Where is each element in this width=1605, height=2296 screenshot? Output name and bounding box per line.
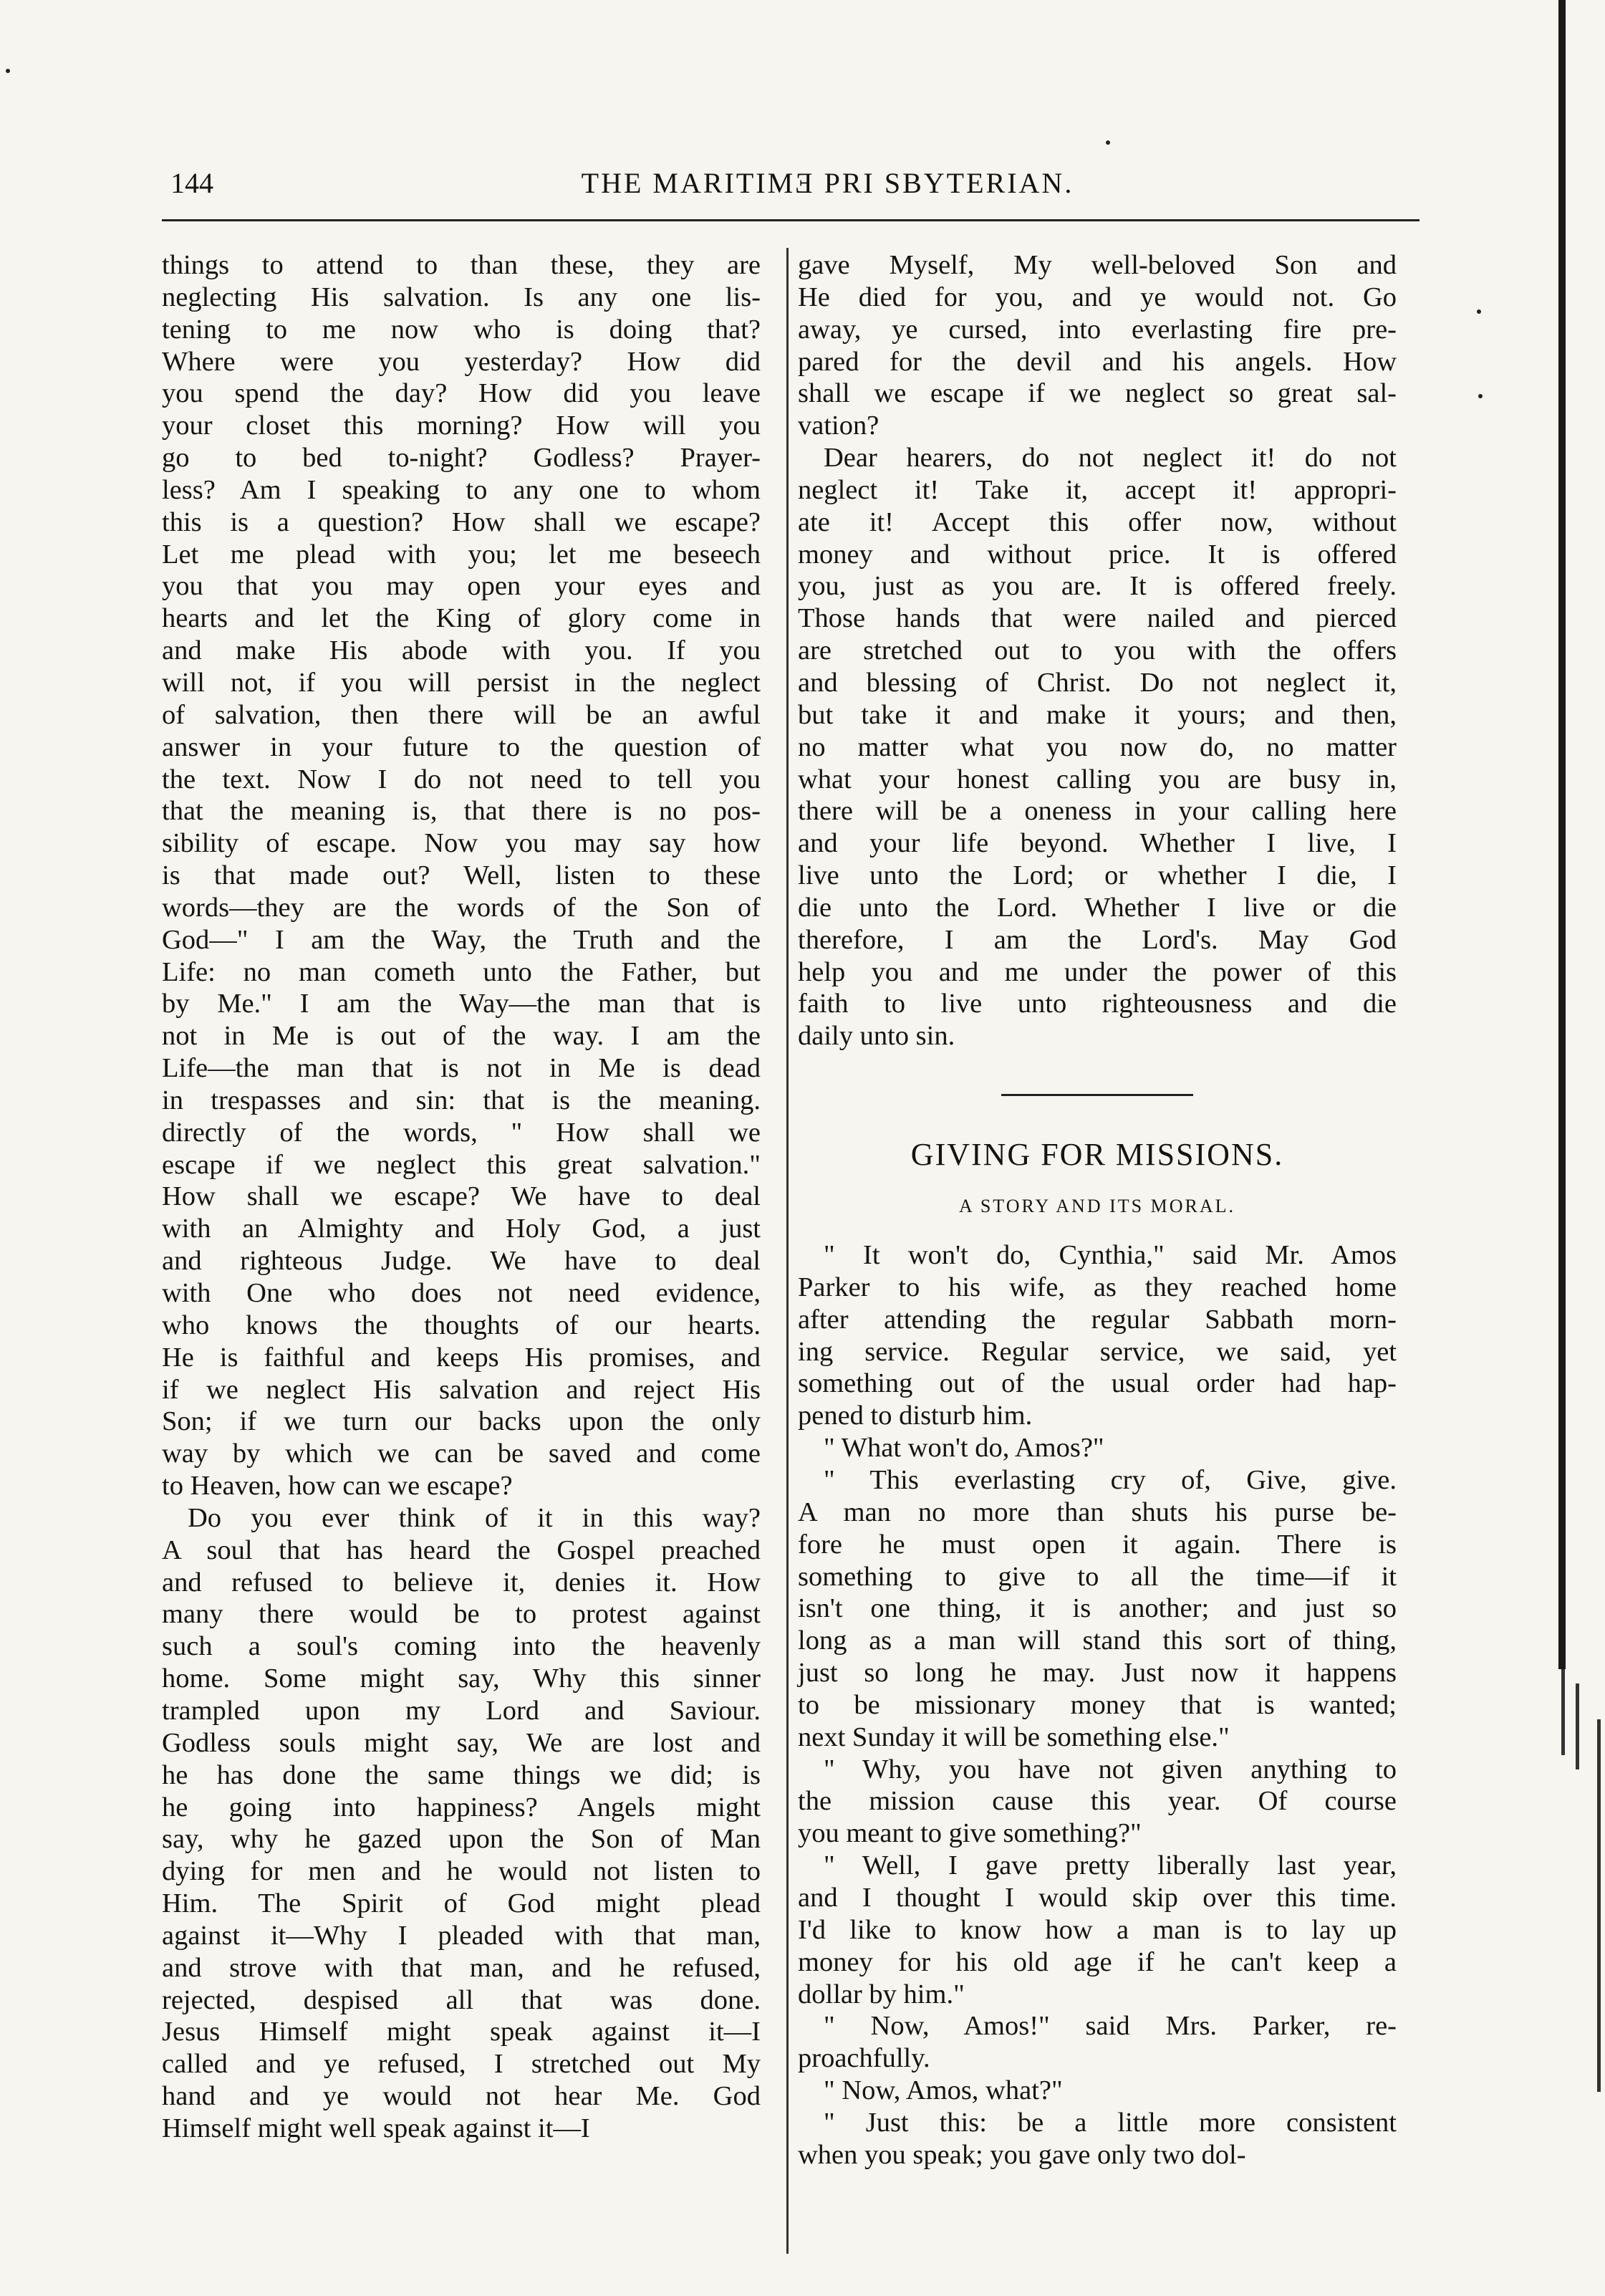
text-line: to be missionary money that is wanted; xyxy=(798,1689,1397,1720)
text-line: this is a question? How shall we escape? xyxy=(162,506,761,537)
scan-speck xyxy=(1477,309,1481,314)
text-line: you that you may open your eyes and xyxy=(162,571,761,602)
text-line: money for his old age if he can't keep a xyxy=(798,1946,1397,1977)
text-line: less? Am I speaking to any one to whom xyxy=(162,474,761,505)
scan-edge-mark xyxy=(1561,1669,1565,1755)
text-line: A man no more than shuts his purse be- xyxy=(798,1497,1397,1527)
text-line: " Just this: be a little more consistent xyxy=(824,2107,1397,2138)
text-line: just so long he may. Just now it happens xyxy=(798,1658,1397,1689)
text-line: called and ye refused, I stretched out My xyxy=(162,2049,761,2080)
text-line: words—they are the words of the Son of xyxy=(162,892,761,923)
text-line: neglect it! Take it, accept it! appropri- xyxy=(798,474,1397,505)
text-line: to Heaven, how can we escape? xyxy=(162,1471,513,1502)
text-line: something out of the usual order had hap- xyxy=(798,1368,1397,1399)
text-line: ing service. Regular service, we said, yet xyxy=(798,1336,1397,1367)
right-column-text-bottom xyxy=(798,1239,1397,2171)
text-line: hand and ye would not hear Me. God xyxy=(162,2081,761,2112)
text-line: Parker to his wife, as they reached home xyxy=(798,1272,1397,1302)
text-line: home. Some might say, Why this sinner xyxy=(162,1663,761,1694)
text-line: the text. Now I do not need to tell you xyxy=(162,764,761,794)
text-line: money and without price. It is offered xyxy=(798,539,1397,570)
text-line: " Why, you have not given anything to xyxy=(824,1754,1397,1785)
text-line: when you speak; you gave only two dol- xyxy=(798,2139,1246,2170)
text-line: of salvation, then there will be an awful xyxy=(162,699,761,730)
text-line: fore he must open it again. There is xyxy=(798,1529,1397,1560)
text-line: rejected, despised all that was done. xyxy=(162,1984,761,2015)
text-line: daily unto sin. xyxy=(798,1021,955,1052)
text-line: next Sunday it will be something else." xyxy=(798,1721,1230,1752)
scan-speck xyxy=(1478,394,1483,398)
text-line: such a soul's coming into the heavenly xyxy=(162,1631,761,1662)
scan-speck xyxy=(6,69,10,73)
text-line: no matter what you now do, no matter xyxy=(798,731,1397,762)
text-line: against it—Why I pleaded with that man, xyxy=(162,1920,761,1951)
text-line: " What won't do, Amos?" xyxy=(824,1433,1104,1464)
text-line: vation? xyxy=(798,410,879,441)
text-line: and I thought I would skip over this time. xyxy=(798,1882,1397,1913)
text-line: Him. The Spirit of God might plead xyxy=(162,1888,761,1919)
text-line: if we neglect His salvation and reject His xyxy=(162,1374,761,1405)
text-line: live unto the Lord; or whether I die, I xyxy=(798,860,1397,891)
text-line: answer in your future to the question of xyxy=(162,731,761,762)
right-column xyxy=(798,249,1397,2171)
article-title: GIVING FOR MISSIONS. xyxy=(910,1137,1284,1173)
article-separator-rule xyxy=(1001,1094,1193,1096)
text-line: with One who does not need evidence, xyxy=(162,1278,761,1308)
text-line: and refused to believe it, denies it. How xyxy=(162,1567,761,1598)
text-line: pened to disturb him. xyxy=(798,1401,1033,1431)
text-line: I'd like to know how a man is to lay up xyxy=(798,1914,1397,1945)
text-line: " Well, I gave pretty liberally last year, xyxy=(824,1850,1397,1881)
text-line: proachfully. xyxy=(798,2043,930,2074)
text-line: Life: no man cometh unto the Father, but xyxy=(162,956,761,987)
text-line: but take it and make it yours; and then, xyxy=(798,699,1397,730)
text-line: way by which we can be saved and come xyxy=(162,1438,761,1469)
column-divider xyxy=(786,248,789,2254)
text-line: " Now, Amos!" said Mrs. Parker, re- xyxy=(824,2011,1397,2042)
text-line: your closet this morning? How will you xyxy=(162,410,761,441)
text-line: after attending the regular Sabbath morn- xyxy=(798,1304,1397,1335)
page-number: 144 xyxy=(170,167,213,199)
text-line: long as a man will stand this sort of thing, xyxy=(798,1625,1397,1656)
text-line: How shall we escape? We have to deal xyxy=(162,1181,761,1212)
text-line: Do you ever think of it in this way? xyxy=(188,1502,761,1533)
text-line: what your honest calling you are busy in, xyxy=(798,764,1397,794)
text-line: Himself might well speak against it—I xyxy=(162,2113,590,2143)
running-head: THE MARITIMƎ PRI SBYTERIAN. xyxy=(581,167,1074,199)
text-line: dying for men and he would not listen to xyxy=(162,1856,761,1887)
text-line: say, why he gazed upon the Son of Man xyxy=(162,1824,761,1855)
article-subtitle: A STORY AND ITS MORAL. xyxy=(959,1196,1235,1217)
text-line: things to attend to than these, they are xyxy=(162,250,761,280)
text-line: you meant to give something?" xyxy=(798,1818,1142,1849)
text-line: he has done the same things we did; is xyxy=(162,1759,761,1790)
text-line: escape if we neglect this great salvation." xyxy=(162,1149,761,1180)
text-line: therefore, I am the Lord's. May God xyxy=(798,924,1397,955)
text-line: Son; if we turn our backs upon the only xyxy=(162,1406,761,1437)
text-line: " Now, Amos, what?" xyxy=(824,2075,1063,2106)
text-line: and strove with that man, and he refused, xyxy=(162,1952,761,1983)
text-line: he going into happiness? Angels might xyxy=(162,1792,761,1822)
text-line: in trespasses and sin: that is the meaning. xyxy=(162,1085,761,1115)
text-line: God—" I am the Way, the Truth and the xyxy=(162,924,761,955)
text-line: He died for you, and ye would not. Go xyxy=(798,282,1397,312)
text-line: Jesus Himself might speak against it—I xyxy=(162,2017,761,2047)
left-column xyxy=(162,249,761,2145)
text-line: and blessing of Christ. Do not neglect it, xyxy=(798,667,1397,698)
text-line: go to bed to-night? Godless? Prayer- xyxy=(162,443,761,474)
text-line: not in Me is out of the way. I am the xyxy=(162,1021,761,1052)
text-line: who knows the thoughts of our hearts. xyxy=(162,1310,761,1340)
text-line: die unto the Lord. Whether I live or die xyxy=(798,892,1397,923)
text-line: hearts and let the King of glory come in xyxy=(162,603,761,634)
text-line: you, just as you are. It is offered freely. xyxy=(798,571,1397,602)
text-line: Life—the man that is not in Me is dead xyxy=(162,1053,761,1084)
text-line: away, ye cursed, into everlasting fire pre- xyxy=(798,314,1397,345)
scan-edge-mark xyxy=(1576,1683,1579,1769)
text-line: Let me plead with you; let me beseech xyxy=(162,539,761,570)
text-line: is that made out? Well, listen to these xyxy=(162,860,761,891)
text-line: neglecting His salvation. Is any one lis- xyxy=(162,282,761,312)
text-line: faith to live unto righteousness and die xyxy=(798,989,1397,1019)
text-line: A soul that has heard the Gospel preached xyxy=(162,1534,761,1565)
text-line: by Me." I am the Way—the man that is xyxy=(162,989,761,1019)
text-line: help you and me under the power of this xyxy=(798,956,1397,987)
text-line: you spend the day? How did you leave xyxy=(162,378,761,409)
scan-edge-bar xyxy=(1558,0,1566,1669)
text-line: and your life beyond. Whether I live, I xyxy=(798,828,1397,859)
text-line: Godless souls might say, We are lost and xyxy=(162,1727,761,1758)
text-line: will not, if you will persist in the neglect xyxy=(162,667,761,698)
text-line: tening to me now who is doing that? xyxy=(162,314,761,345)
text-line: and righteous Judge. We have to deal xyxy=(162,1246,761,1277)
header-rule xyxy=(162,219,1420,221)
text-line: He is faithful and keeps His promises, and xyxy=(162,1342,761,1373)
text-line: something to give to all the time—if it xyxy=(798,1561,1397,1592)
text-line: " This everlasting cry of, Give, give. xyxy=(824,1465,1397,1495)
text-line: " It won't do, Cynthia," said Mr. Amos xyxy=(824,1240,1397,1271)
text-line: pared for the devil and his angels. How xyxy=(798,346,1397,377)
text-line: and make His abode with you. If you xyxy=(162,635,761,666)
text-line: sibility of escape. Now you may say how xyxy=(162,828,761,859)
scan-speck xyxy=(1106,140,1110,145)
text-line: Where were you yesterday? How did xyxy=(162,346,761,377)
scan-edge-mark xyxy=(1597,1719,1601,2092)
right-column-text-top xyxy=(798,249,1397,1052)
text-line: isn't one thing, it is another; and just so xyxy=(798,1593,1397,1624)
text-line: ate it! Accept this offer now, without xyxy=(798,506,1397,537)
text-line: many there would be to protest against xyxy=(162,1599,761,1630)
text-line: Those hands that were nailed and pierced xyxy=(798,603,1397,634)
text-line: trampled upon my Lord and Saviour. xyxy=(162,1695,761,1726)
text-line: directly of the words, " How shall we xyxy=(162,1117,761,1148)
text-line: Dear hearers, do not neglect it! do not xyxy=(824,443,1397,474)
text-line: the mission cause this year. Of course xyxy=(798,1786,1397,1817)
text-line: that the meaning is, that there is no pos- xyxy=(162,796,761,827)
text-line: dollar by him." xyxy=(798,1979,965,2009)
text-line: are stretched out to you with the offers xyxy=(798,635,1397,666)
text-line: there will be a oneness in your calling here xyxy=(798,796,1397,827)
text-line: shall we escape if we neglect so great sal- xyxy=(798,378,1397,409)
text-line: with an Almighty and Holy God, a just xyxy=(162,1214,761,1244)
text-line: gave Myself, My well-beloved Son and xyxy=(798,250,1397,280)
